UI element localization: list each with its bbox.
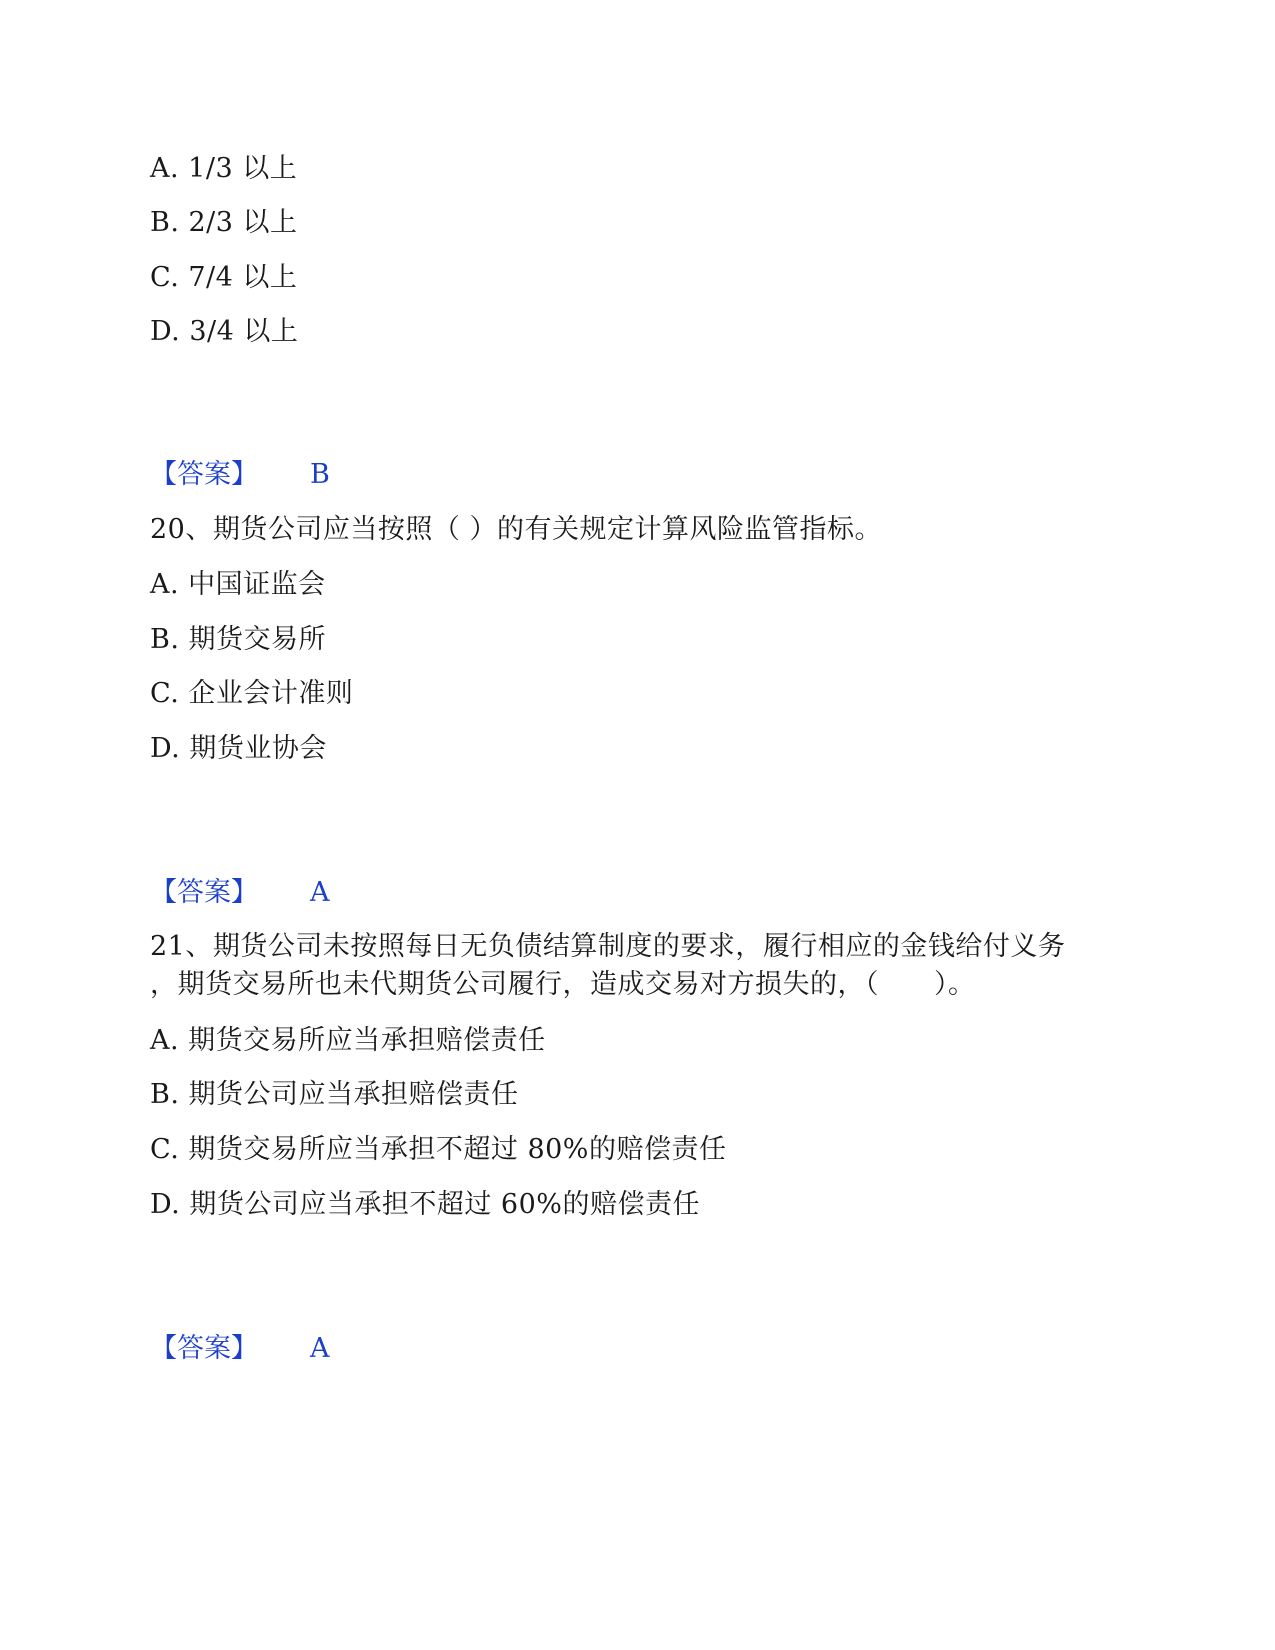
q21-option-b: B. 期货公司应当承担赔偿责任: [150, 1079, 519, 1110]
q21-option-a: A. 期货交易所应当承担赔偿责任: [150, 1025, 546, 1056]
answer-label: 【答案】: [150, 459, 258, 490]
answer-value: A: [310, 1333, 330, 1364]
q20-answer: [150, 876, 330, 910]
q20-option-a: A. 中国证监会: [150, 569, 326, 600]
q19-option-c: C. 7/4 以上: [150, 262, 298, 293]
q20-stem: 20、期货公司应当按照（ ）的有关规定计算风险监管指标。: [150, 514, 882, 545]
q20-option-c: C. 企业会计准则: [150, 678, 354, 709]
answer-value: B: [310, 459, 330, 490]
q19-option-a: A. 1/3 以上: [150, 153, 298, 184]
q19-answer: [150, 458, 330, 492]
answer-label: 【答案】: [150, 877, 258, 908]
q21-option-c: C. 期货交易所应当承担不超过 80%的赔偿责任: [150, 1134, 727, 1165]
answer-value: A: [310, 877, 330, 908]
q20-option-b: B. 期货交易所: [150, 624, 327, 655]
q19-option-b: B. 2/3 以上: [150, 207, 298, 238]
q21-stem-line1: 21、期货公司未按照每日无负债结算制度的要求，履行相应的金钱给付义务: [150, 931, 1066, 962]
answer-label: 【答案】: [150, 1333, 258, 1364]
q21-option-d: D. 期货公司应当承担不超过 60%的赔偿责任: [150, 1189, 700, 1220]
q21-stem-line2: ，期货交易所也未代期货公司履行，造成交易对方损失的，（ ）。: [150, 969, 976, 1000]
q20-option-d: D. 期货业协会: [150, 733, 327, 764]
q19-option-d: D. 3/4 以上: [150, 316, 299, 347]
q21-answer: [150, 1332, 330, 1366]
